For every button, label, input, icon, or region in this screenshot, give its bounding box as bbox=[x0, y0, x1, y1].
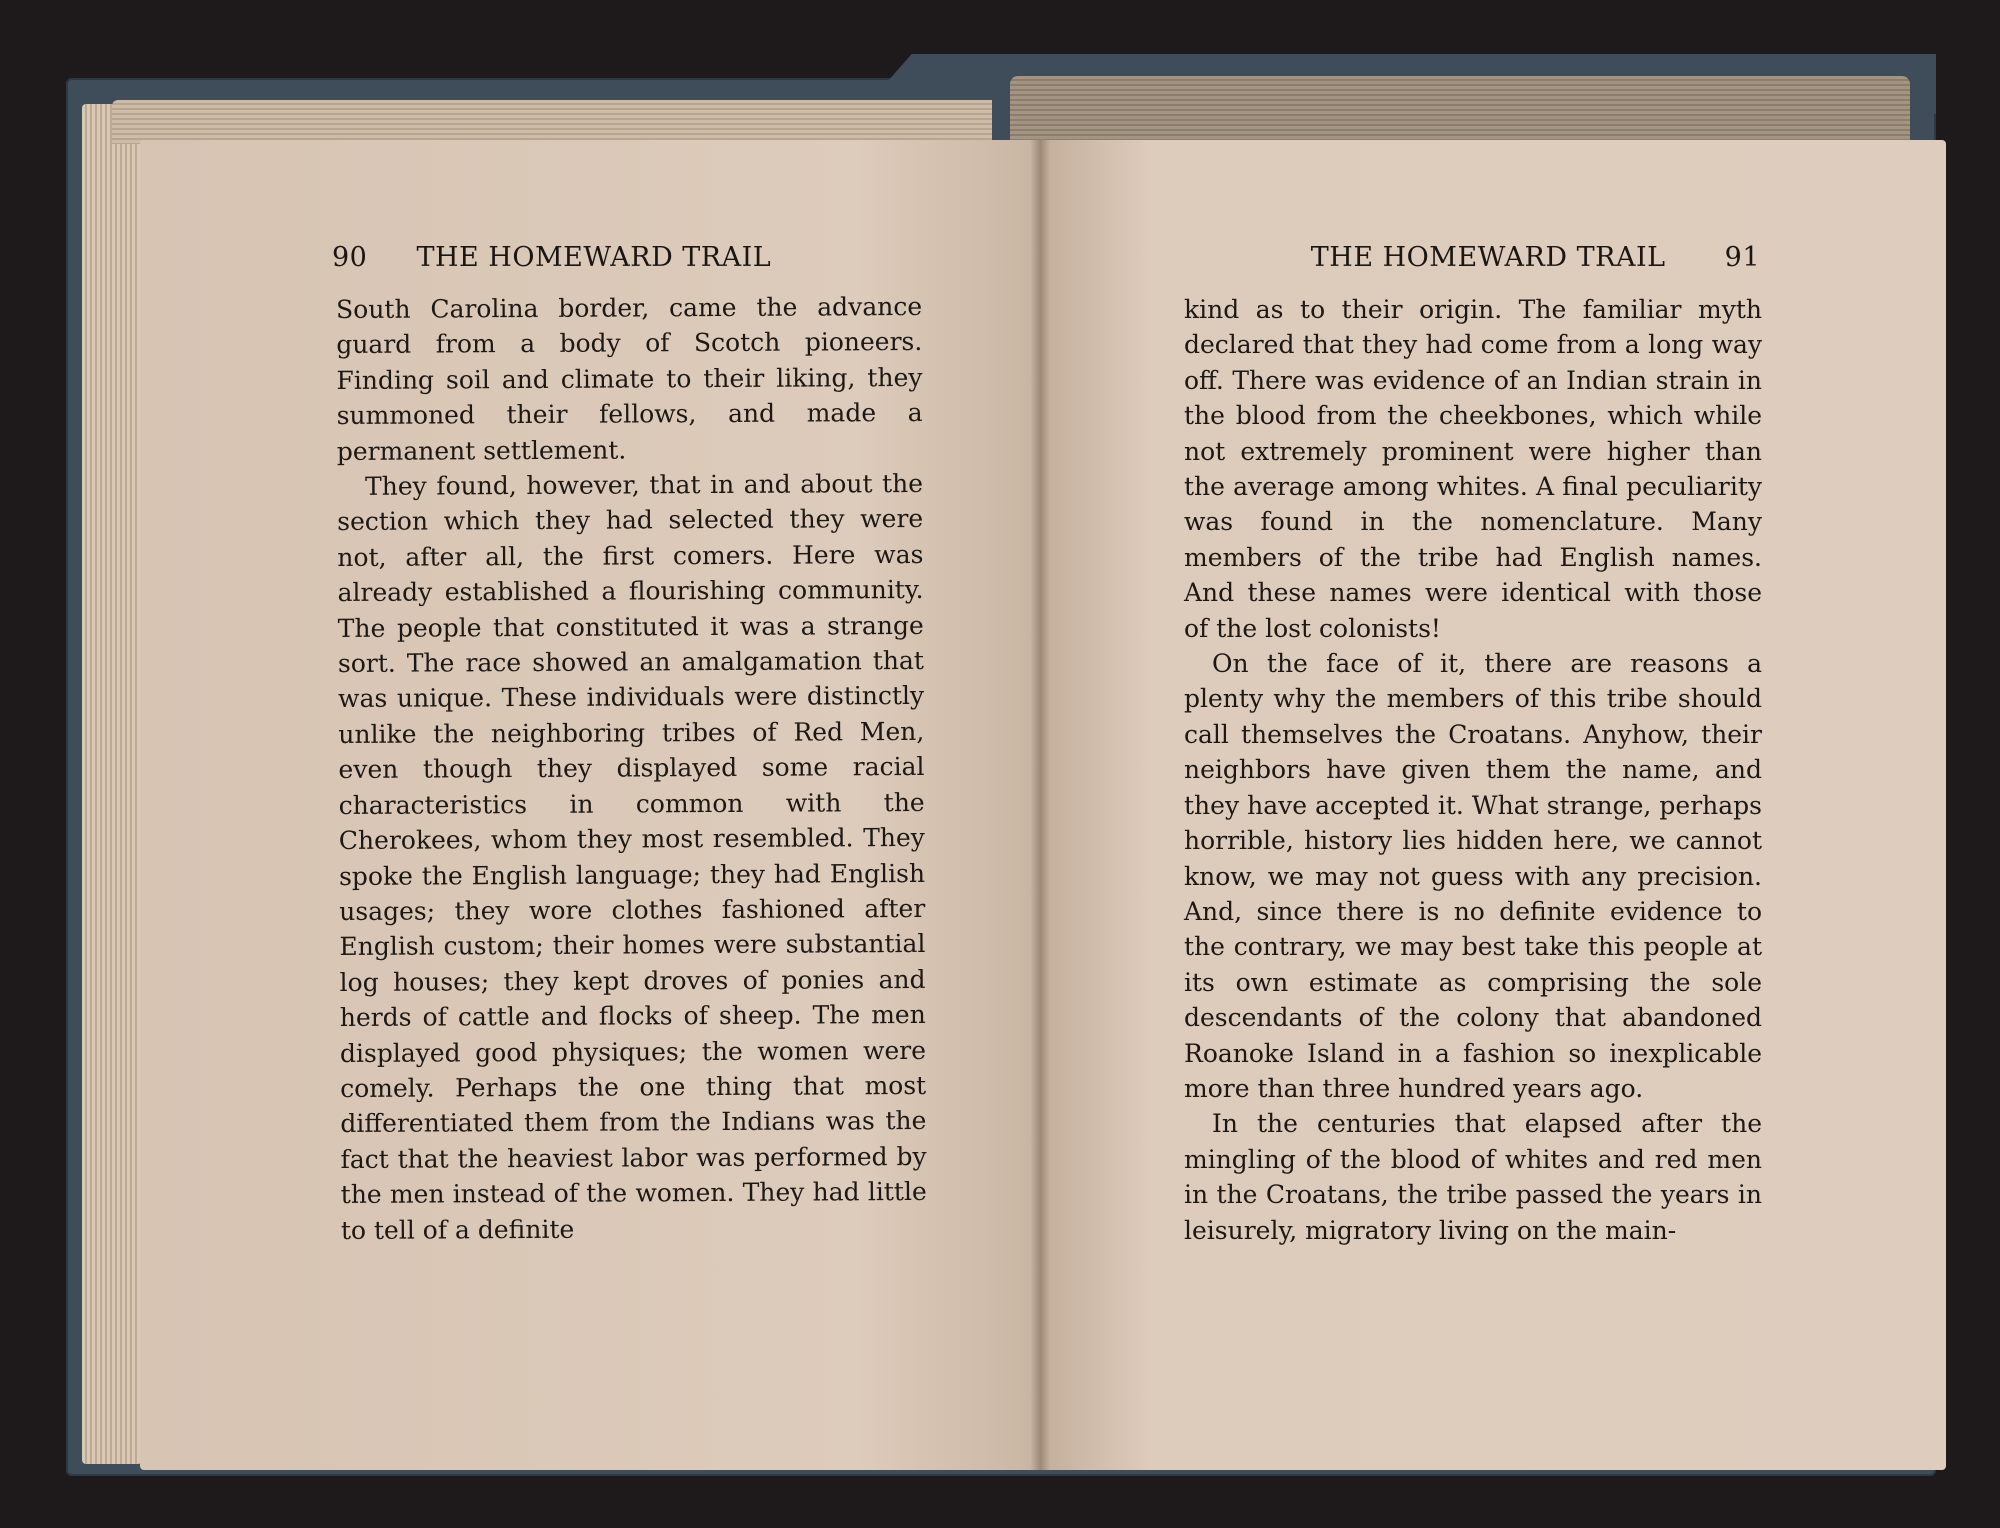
paragraph: South Carolina border, came the advance guard from a body of Scotch pioneers. Finding soil and climate to their liking, they summoned their fellows, and made a permanent settlement. bbox=[336, 291, 923, 466]
page-block-edge-top-left bbox=[112, 100, 992, 144]
paragraph: kind as to their origin. The familiar myth declared that they had come from a long way off. There was evidence of an Indian strain in the blood from the cheekbones, which while not extremely prominent were higher than the average among whites. A final peculiarity was found in the nomenclature. Many members of the tribe had English names. And these names were identical with those of the lost colonists! bbox=[1184, 295, 1762, 643]
page-block-edge-left bbox=[82, 104, 142, 1464]
left-page-number: 90 bbox=[332, 242, 368, 273]
right-page-header bbox=[1280, 242, 1760, 273]
book-gutter bbox=[1030, 140, 1050, 1470]
left-running-head: THE HOMEWARD TRAIL bbox=[416, 242, 772, 273]
right-page-text bbox=[1184, 292, 1762, 1248]
page-block-edge-top-right bbox=[1010, 76, 1910, 146]
paragraph: They found, however, that in and about the section which they had selected they were not, after all, the first comers. Here was already established a flourishing community. The people that constituted it was a strange sort. The race showed an amalgamation that was unique. These individuals were distinctly unlike the neighboring tribes of Red Men, even though they displayed some racial characteristics in common with the Cherokees, whom they most resembled. They spoke the English language; they had English usages; they wore clothes fashioned after English custom; their homes were substantial log houses; they kept droves of ponies and herds of cattle and flocks of sheep. The men displayed good physiques; the women were comely. Perhaps the one thing that most differentiated them from the Indians was the fact that the heaviest labor was performed by the men instead of the women. They had little to tell of a definite bbox=[337, 468, 927, 1245]
right-page-number: 91 bbox=[1724, 242, 1760, 273]
paragraph: On the face of it, there are reasons a plenty why the members of this tribe should call themselves the Croatans. Anyhow, their neighbors have given them the name, and they have accepted it. What strange, perhaps horrible, history lies hidden here, we cannot know, we may not guess with any precision. And, since there is no definite evidence to the contrary, we may best take this people at its own estimate as comprising the sole descendants of the colony that abandoned Roanoke Island in a fashion so inexplicable more than three hundred years ago. bbox=[1184, 649, 1762, 1103]
left-page-text bbox=[336, 289, 927, 1248]
right-running-head: THE HOMEWARD TRAIL bbox=[1310, 242, 1666, 273]
left-page-header bbox=[332, 242, 812, 273]
paragraph: In the centuries that elapsed after the mingling of the blood of whites and red men in the Croatans, the tribe passed the years in leisurely, migratory living on the main- bbox=[1184, 1109, 1762, 1245]
